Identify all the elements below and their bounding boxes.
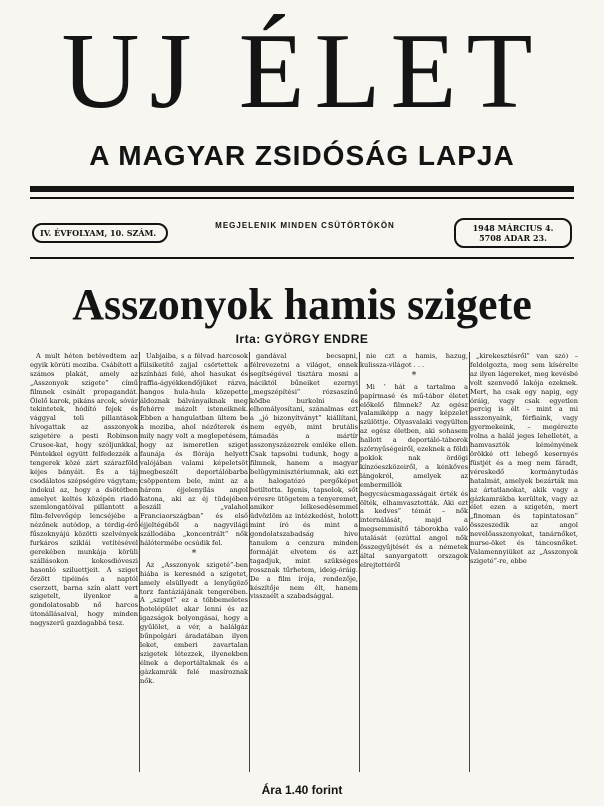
masthead-rule-thin [30, 197, 574, 199]
volume-box [32, 223, 168, 243]
masthead-title: UJ ÉLET [61, 12, 543, 131]
hebrew-date: 5708 ADAR 23. [479, 233, 547, 243]
info-rule [30, 257, 574, 259]
date-box [454, 218, 572, 248]
article-byline: Irta: GYÖRGY ENDRE [235, 332, 369, 346]
section-star: * [411, 370, 417, 381]
article-paragraph: Az „Asszonyok szigeté”-ben hiába is keresnéd a szigetet, amely elsüllyedt a lenyűgöző torz fantáziájának tengerében. A „sziget” ez a többemeletes hotelépület akar lenni és az igazságok bolyongásai, hogy a gyűlölet, a vér, a halálgáz bűnpolgári áradatában ilyen leket, emberi zavartalan szigetek létezzek, ilyenekben élnek a deportáltaknak és a gázkamrák felé masíroznak nők. [140, 560, 248, 685]
article-column-5 [470, 352, 578, 772]
price-label: Ára 1.40 forint [261, 783, 343, 797]
article-column-1 [30, 352, 138, 772]
section-star: * [191, 548, 197, 559]
volume-label: IV. ÉVFOLYAM, 10. SZÁM. [40, 228, 157, 238]
article-column-2 [140, 352, 248, 772]
masthead-rule-thick [30, 186, 574, 192]
article-paragraph: Mi ’ hát a tartalma a papírmasé és mű-tábor életet előkelő filmnek? Az egész valamiképp a nagy képzelet szülöttje. Olyasvalaki vegyülten az egész életben, aki sohasem hallott a deportáló-táborok szörnyűségeiről, ezeknek a földi poklok nak ördögi kínzóeszközeiről, a kénkőves lángokról, amelyek az embermillók hegycsúcsmagasságait érték és ölték, elhamvasztották. Aki ezt a kedves” témát – nők internálását, majd a megsemmisítő táborokba való utalását (ezúttal angol nők összegyűjtését és a németek által sanyargatott orszagok elrejtettéről [360, 382, 468, 569]
article-columns [30, 352, 578, 772]
article-headline: Asszonyok hamis szigete [72, 280, 532, 329]
article-paragraph: Uabjaiba, s a félvad harcosok fülsiketítő zajjal csörtettek a színházi felé, ahol hasukat és raffia-ágyékkendőjüket rázva, hangos hula-hula közepette áldoznak bálványaiknak meg fehérre mázolt isteneiknek. Ebben a hangulatban ültem be a moziba, ahol nézőterek és mily nagy volt a meglepetésem, hogy az ismeretlen sziget faunája és flórája helyett valójában valami képeletsöt megbeszélt deportálóbarba csöppentem bele, mint az a három éjjelenyílás angol katona, aki az éj tüdejében leszáll „valahol Franciaországban” és első éjjeltégéből a nagyvilági szállodába „koncentrált” nők hálótermébe ocsúdik fel. [140, 352, 248, 548]
article-paragraph: nie czt a hamis, hazug, kulissza-világot . . . [360, 352, 468, 369]
masthead-subtitle: A MAGYAR ZSIDÓSÁG LAPJA [89, 140, 515, 171]
article-column-4 [360, 352, 468, 772]
article-paragraph: A mult héten betévedtem az egyik körúti moziba. Csábított a számos plakát, amely az „Asszonyok szigete” című filmnek csinált propagandát. Ölelő karok, pikáns arcok, sóvár tekintetek, hódító fejek és vággyal teli pillantások hívogattak az asszonyok szigetére a pesti Robinson Crusoe-kat, hogy szóljunkkal, Péntekkel együtt felfedezzék a tengerek közé zárt szárazföld kéjes bányáit. És a táj csodálatos szépségére vágytam; indokul az, hogy a dsötétben amelyet keltés középén riadó szemlongatóival pillantott a film-felvevőgép lencséjébe a nézőnek autódop, a térdig-érő fűszoknyájú közötti szelvények furkáros sziklái vetítésével gerekében munkája körüli szállásokon kokosdióveszi hasonló sziluettjeit. A sziget őrzött tipéinés a naptól cserzett, barna szín alatt vert szigetelt, ilyenkor a gondolatosabb nő harcos útonállásaival, hogy minden nagyszerű gazdagabbá tesz. [30, 352, 138, 628]
article-paragraph: „kirekesztésről” van szó) – feldolgozta, meg sem kísérelte az ilyen lágereket, meg kevésbé volt szenvedő lakója ezeknek. Mert, ha csak egy napig, egy óráig, vagy csak egyetlen percig is élt – mint a mi asszonyaink, férfiaink, vagy gyermekeink, – megérezte volna a halál jeges lehelletét, a hamvasztók kéményének örökké ott lebegő kesernyés füstjét és a meg nem fáradt, véreskedő kormánytudás hatalmát, amelyek bezárták ma az ártatlanokat, akik vagy a gázkamrákba kerültek, vagy az élet ezen a szigetén, mert „finoman és tapintatosan” összeszedik az angol nevelőasszonyokat, tanárnőket, nurse-öket és táncosnőket. Valamennyiüket az „Asszonyok szigeté”-re, ebbe [470, 352, 578, 565]
article-column-3 [250, 352, 358, 772]
issue-date: 1948 MÁRCIUS 4. [472, 223, 554, 233]
publication-frequency: MEGJELENIK MINDEN CSÜTÖRTÖKÖN [215, 221, 395, 230]
issue-info-bar [30, 214, 574, 248]
article-paragraph: gandával becsapni, félrevezetni a világot, ennek segítségével tisztára mosni a náciktól bűneiket ezernyi „megszépítési” rózsaszínű ködbe burkolni és elhomályosítani, szánalmas ezt a „jó bizonyítványt” kiállítani, nem egyéb, mint brutális támadás a mártír asszonyszázezrek emléke ellen. Csak tapsolni tudunk, hogy a filmnek, hanem a magyar belügyminisztériumnak, aki ezt a halogatózó pergőképet betiltotta. Igenis, tapsolok, sőt véresre ütögetem a tenyeremet, amikor lelkesedésemmel üdvözlöm az intézkedést, holott mint író és mint a gondolatszabadság hive tanulom a cenzura minden formáját elvetem és azt tagadjuk, mint szükséges rossznak tűrhetem, ideig-óráig. De a film írója, rendezője, készítője nem élt, hanem visszaélt a szabadsággal. [250, 352, 358, 601]
